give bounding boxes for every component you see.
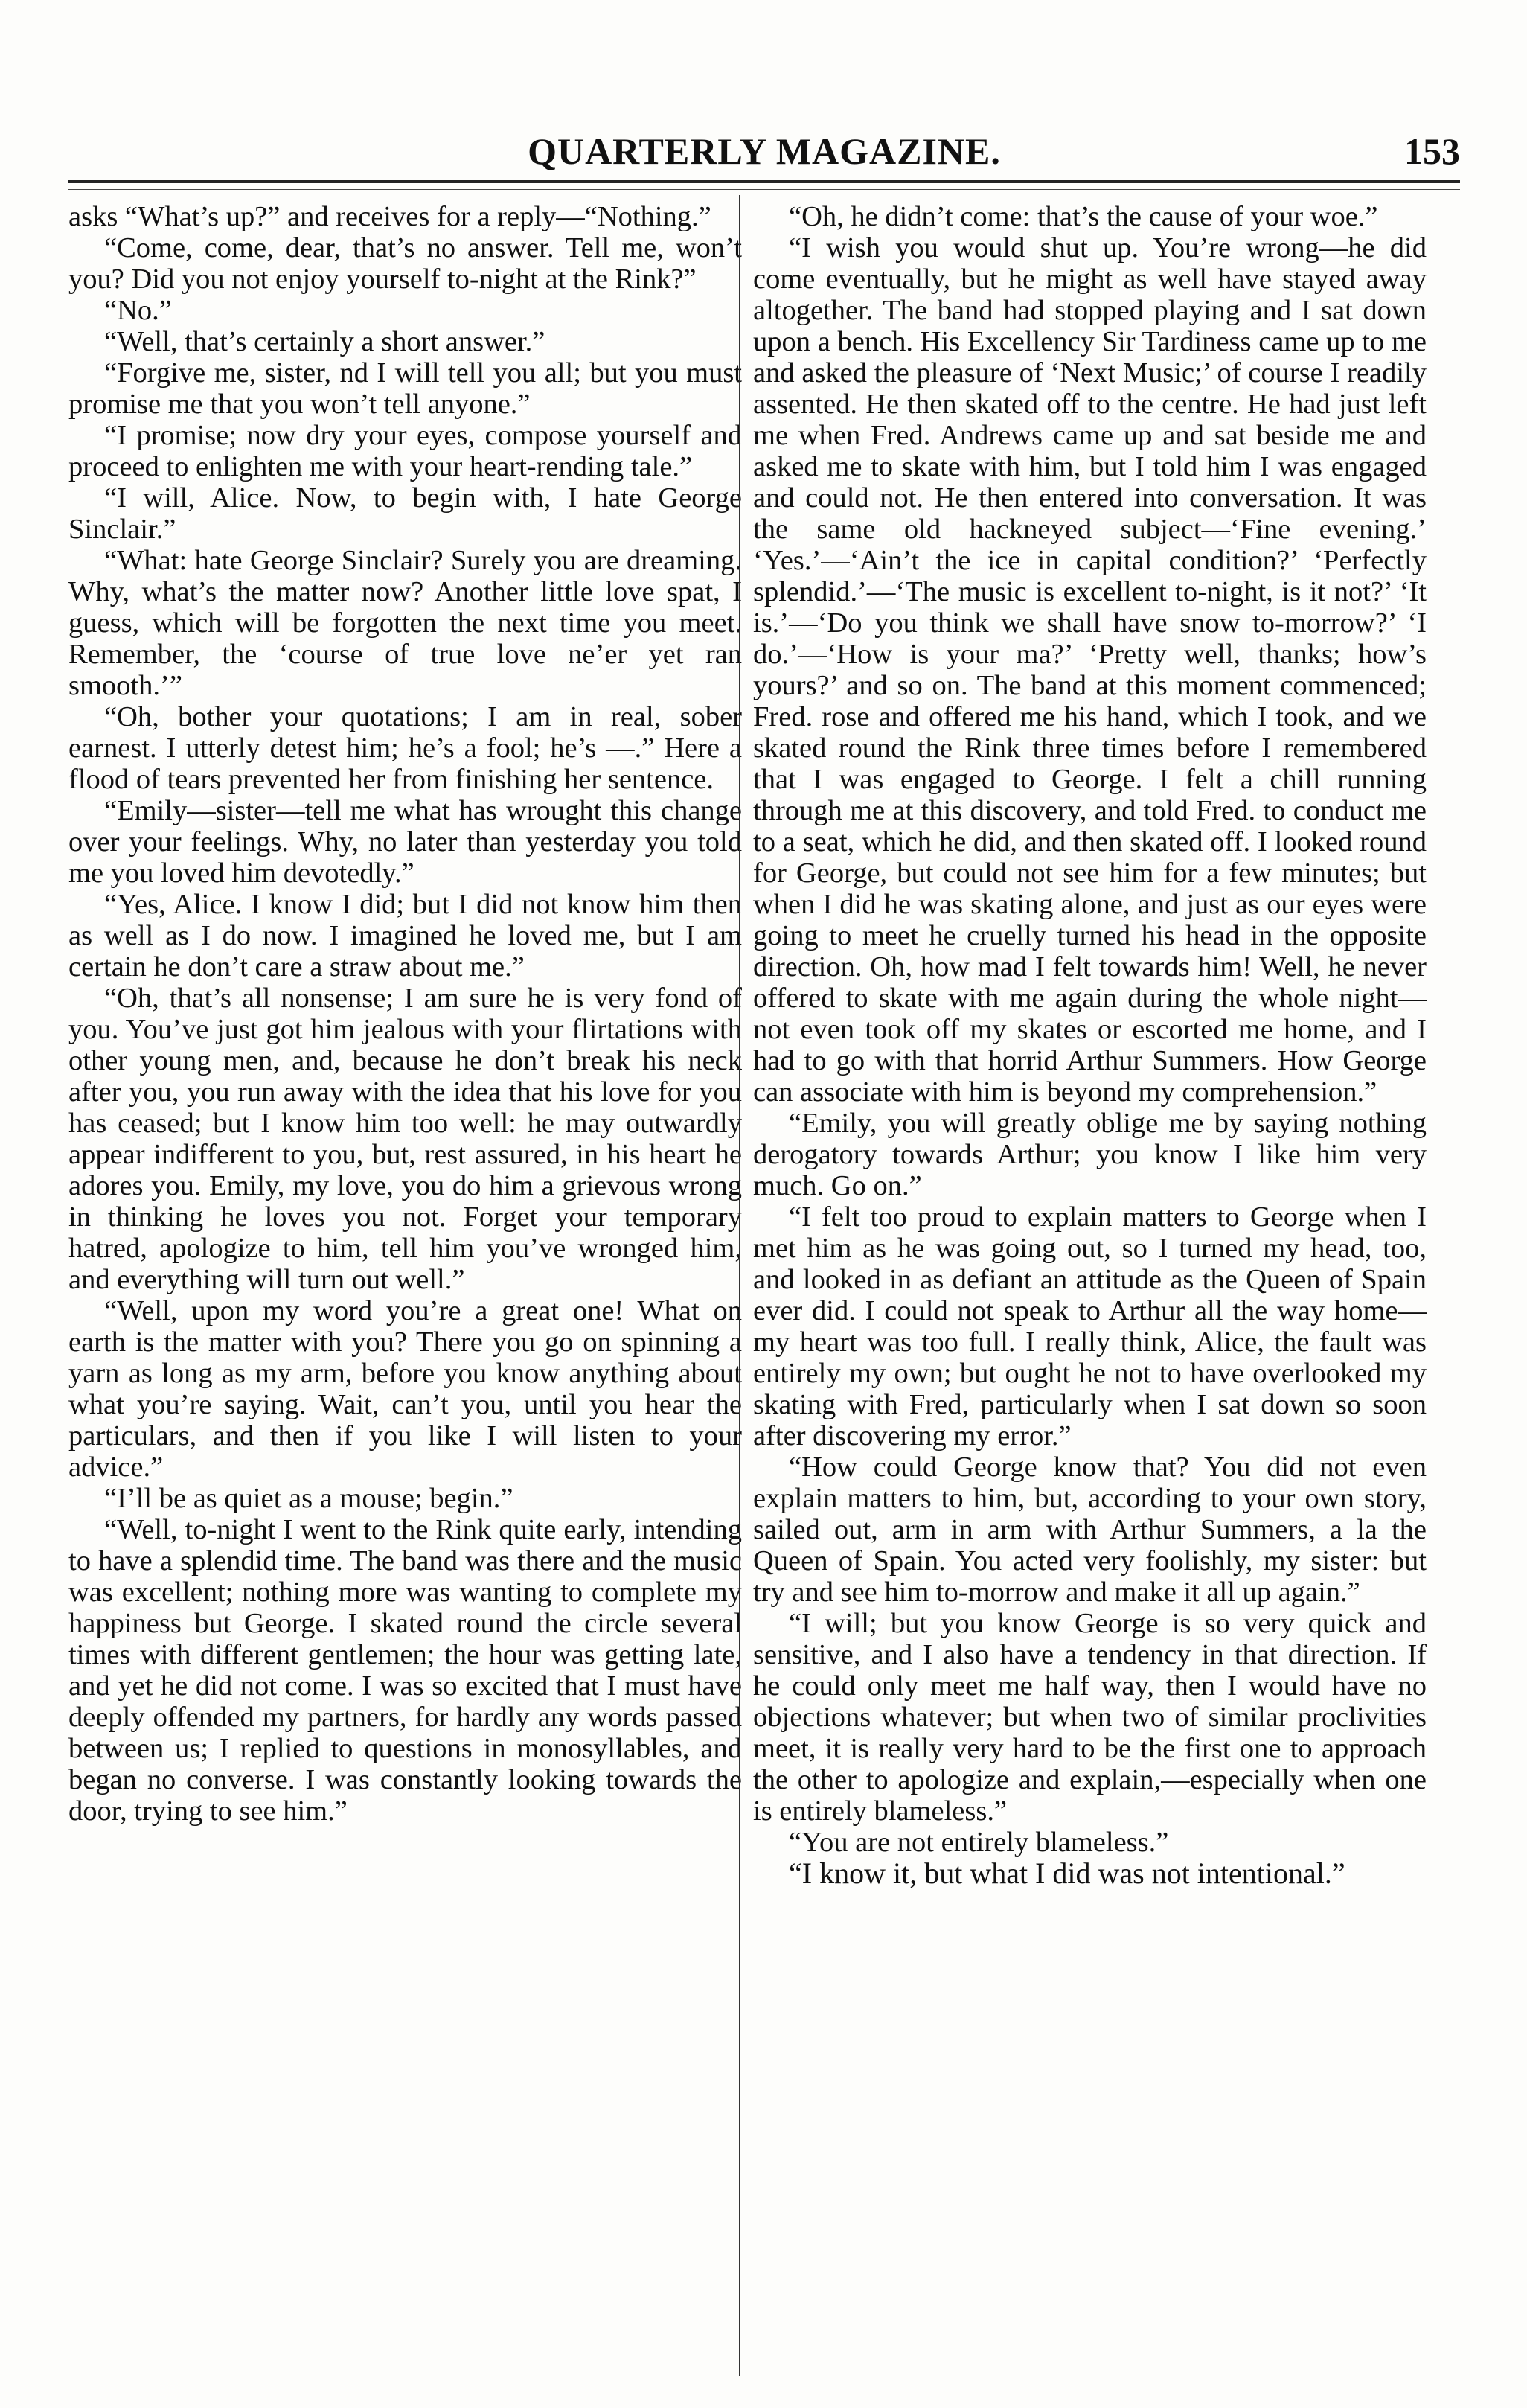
right-column [753, 201, 1427, 2375]
paragraph: “Emily—sister—tell me what has wrought this change over your feelings. Why, no later than yesterday you told me you loved him devotedly.” [68, 795, 742, 889]
paragraph: “Come, come, dear, that’s no answer. Tell me, won’t you? Did you not enjoy yourself to-night at the Rink?” [68, 232, 742, 295]
paragraph: “I felt too proud to explain matters to George when I met him as he was going out, so I turned my head, too, and looked in as defiant an attitude as the Queen of Spain ever did. I could not speak to Arthur all the way home—my heart was too full. I really think, Alice, the fault was entirely my own; but ought he not to have overlooked my skating with Fred, particularly when I sat down so soon after discovering my error.” [753, 1201, 1427, 1451]
paragraph: “What: hate George Sinclair? Surely you are dreaming. Why, what’s the matter now? Another little love spat, I guess, which will be forgotten the next time you meet. Remember, the ‘course of true love ne’er yet ran smooth.’” [68, 545, 742, 701]
paragraph: “I will, Alice. Now, to begin with, I hate George Sinclair.” [68, 482, 742, 545]
column-divider [739, 195, 740, 2376]
paragraph: “How could George know that? You did not even explain matters to him, but, according to your own story, sailed out, arm in arm with Arthur Summers, a la the Queen of Spain. You acted very foolishly, my sister: but try and see him to-morrow and make it all up again.” [753, 1451, 1427, 1608]
page-number: 153 [1404, 130, 1460, 172]
paragraph: “I promise; now dry your eyes, compose yourself and proceed to enlighten me with your heart-rending tale.” [68, 420, 742, 482]
paragraph: asks “What’s up?” and receives for a reply—“Nothing.” [68, 201, 711, 232]
paragraph: “I know it, but what I did was not intentional.” [789, 1856, 1345, 1890]
paragraph: “Oh, he didn’t come: that’s the cause of your woe.” [789, 201, 1378, 232]
left-column [68, 201, 742, 2375]
paragraph: “Well, that’s certainly a short answer.” [104, 326, 545, 357]
paragraph: “I’ll be as quiet as a mouse; begin.” [104, 1483, 513, 1514]
paragraph: “Oh, bother your quotations; I am in real, sober earnest. I utterly detest him; he’s a fool; he’s —.” Here a flood of tears prevented her from finishing her sentence. [68, 701, 742, 795]
paragraph: “Emily, you will greatly oblige me by saying nothing derogatory towards Arthur; you know I like him very much. Go on.” [753, 1108, 1427, 1201]
page-header [68, 125, 1460, 183]
paragraph: “Forgive me, sister, nd I will tell you all; but you must promise me that you won’t tell anyone.” [68, 357, 742, 420]
paragraph: “Well, to-night I went to the Rink quite early, intending to have a splendid time. The band was there and the music was excellent; nothing more was wanting to complete my happiness but George. I skated round the circle several times with different gentlemen; the hour was getting late, and yet he did not come. I was so excited that I must have deeply offended my partners, for hardly any words passed between us; I replied to questions in monosyllables, and began no converse. I was constantly looking towards the door, trying to see him.” [68, 1514, 742, 1827]
paragraph: “I wish you would shut up. You’re wrong—he did come eventually, but he might as well have stayed away altogether. The band had stopped playing and I sat down upon a bench. His Excellency Sir Tardiness came up to me and asked the pleasure of ‘Next Music;’ of course I readily assented. He then skated off to the centre. He had just left me when Fred. Andrews came up and sat beside me and asked me to skate with him, but I told him I was engaged and could not. He then entered into conversation. It was the same old hackneyed subject—‘Fine evening.’ ‘Yes.’—‘Ain’t the ice in capital condition?’ ‘Perfectly splendid.’—‘The music is excellent to-night, is it not?’ ‘It is.’—‘Do you think we shall have snow to-morrow?’ ‘I do.’—‘How is your ma?’ ‘Pretty well, thanks; how’s yours?’ and so on. The band at this moment commenced; Fred. rose and offered me his hand, which I took, and we skated round the Rink three times before I remembered that I was engaged to George. I felt a chill running through me at this discovery, and told Fred. to conduct me to a seat, which he did, and then skated off. I looked round for George, but could not see him for a few minutes; but when I did he was skating alone, and just as our eyes were going to meet he cruelly turned his head in the opposite direction. Oh, how mad I felt towards him! Well, he never offered to skate with me again during the whole night—not even took off my skates or escorted me home, and I had to go with that horrid Arthur Summers. How George can associate with him is beyond my comprehension.” [753, 232, 1427, 1108]
paragraph: “Well, upon my word you’re a great one! What on earth is the matter with you? There you go on spinning a yarn as long as my arm, before you know anything about what you’re saying. Wait, can’t you, until you hear the particulars, and then if you like I will listen to your advice.” [68, 1295, 742, 1483]
header-rule [68, 189, 1460, 190]
paragraph: “I will; but you know George is so very quick and sensitive, and I also have a tendency in that direction. If he could only meet me half way, then I would have no objections whatever; but when two of similar proclivities meet, it is really very hard to be the first one to approach the other to apologize and explain,—especially when one is entirely blameless.” [753, 1608, 1427, 1827]
paragraph: “You are not entirely blameless.” [789, 1827, 1169, 1858]
paragraph: “Oh, that’s all nonsense; I am sure he is very fond of you. You’ve just got him jealous with your flirtations with other young men, and, because he don’t break his neck after you, you run away with the idea that his love for you has ceased; but I know him too well: he may outwardly appear indifferent to you, but, rest assured, in his heart he adores you. Emily, my love, you do him a grievous wrong in thinking he loves you not. Forget your temporary hatred, apologize to him, tell him you’ve wronged him, and everything will turn out well.” [68, 983, 742, 1295]
paragraph: “No.” [104, 295, 172, 326]
paragraph: “Yes, Alice. I know I did; but I did not know him then as well as I do now. I imagined he loved me, but I am certain he don’t care a straw about me.” [68, 889, 742, 983]
running-title: QUARTERLY MAGAZINE. [528, 130, 1001, 172]
